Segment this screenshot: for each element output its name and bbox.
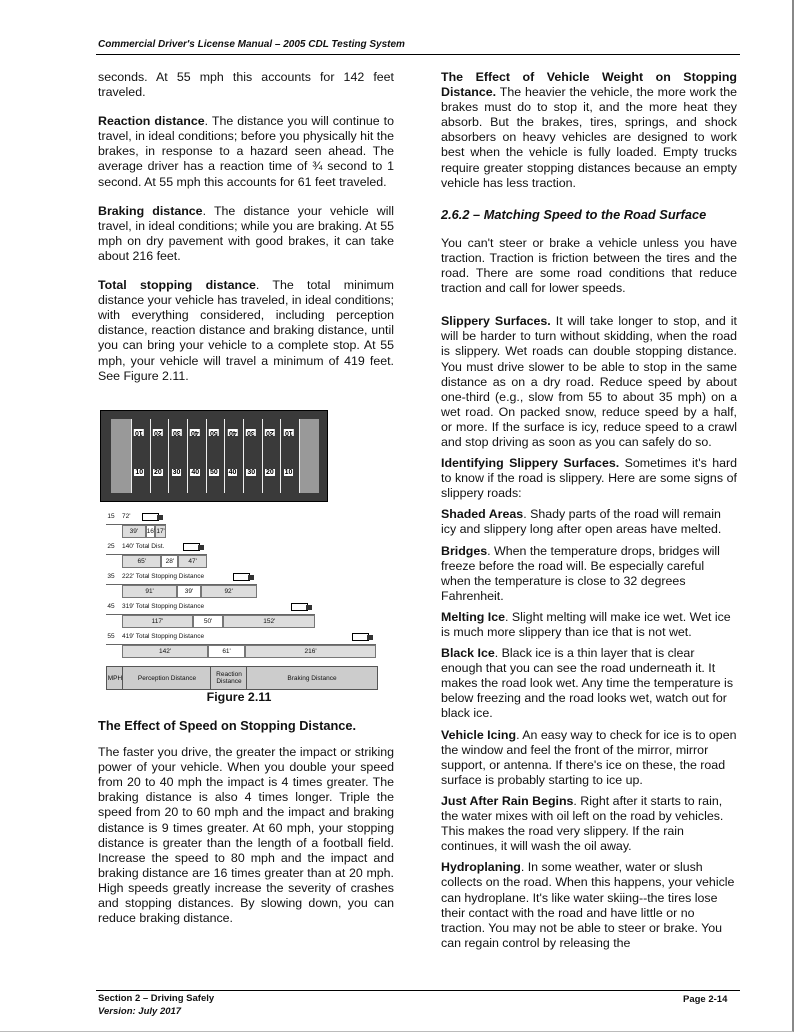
distance-segment: 47' [178,555,206,568]
yard-line [168,419,169,493]
yard-line [150,419,151,493]
para-seconds: seconds. At 55 mph this accounts for 142 feet traveled. [98,70,394,100]
axis-perception: Perception Distance [122,666,212,690]
axis-braking: Braking Distance [246,666,378,690]
left-column-lower [98,718,394,940]
yard-number-bottom: 40 [228,469,237,476]
yard-number-top: 10 [135,429,144,436]
distance-segment: 50' [193,615,223,628]
yard-number-bottom: 30 [247,469,256,476]
speed-row [106,602,315,615]
stopping-distance-chart [98,512,378,688]
axis-reaction: Reaction Distance [210,666,248,690]
speed-label: 55 [107,633,115,640]
distance-segment: 39' [122,525,146,538]
yard-number-bottom: 10 [284,469,293,476]
distance-segment: 216' [245,645,376,658]
speed-row [106,632,376,645]
yard-number-top: 40 [228,429,237,436]
speed-row [106,512,166,525]
yard-line [187,419,188,493]
speed-row [106,542,207,555]
para-total: Total stopping distance. The total minimum distance your vehicle has traveled, in ideal conditions; with everything considered, including perception distance, reaction distance and braking distance, until you can bring your vehicle to a complete stop. At 55 mph, your vehicle will travel a minimum of 419 feet. See Figure 2.11. [98,278,394,383]
footer-version: Version: July 2017 [98,1006,182,1017]
distance-segment: 39' [177,585,201,598]
yard-number-top: 50 [210,429,218,436]
speed-label: 25 [107,543,115,550]
total-distance-label: 140' Total Dist. [122,543,165,550]
para-icing: Vehicle Icing. An easy way to check for ice is to open the window and feel the front of the mirror, mirror support, or antenna. If there's ice on these, the road surface is probably starting to ice up. [441,727,737,787]
para-braking: Braking distance. The distance your vehicle will travel, in ideal conditions; while you are braking. At 55 mph on dry pavement with good brakes, it can take about 216 feet. [98,203,394,263]
yard-number-bottom: 20 [266,469,274,476]
heading-speed: The Effect of Speed on Stopping Distance. [98,718,357,733]
running-header: Commercial Driver's License Manual – 2005 CDL Testing System [98,39,405,50]
figure-2-11 [98,410,380,704]
figure-caption: Figure 2.11 [206,690,272,704]
distance-segment: 152' [223,615,315,628]
yard-line [299,419,300,493]
truck-icon [291,603,313,612]
truck-icon [352,633,374,642]
right-column [441,70,737,957]
distance-segment: 117' [122,615,193,628]
para-reaction: Reaction distance. The distance you will continue to travel, in ideal conditions; before you physically hit the brakes, in response to a hazard seen ahead. The average driver has a reaction time of ¾ second to 1 second. At 55 mph this accounts for 61 feet traveled. [98,114,394,189]
yard-line [243,419,244,493]
para-hydroplaning: Hydroplaning. In some weather, water or slush collects on the road. When this happens, your vehicle can hydroplane. It's like water skiing--the tires lose their contact with the road and have little or no traction. You may not be able to steer or brake. You can regain control by releasing the [441,860,735,950]
para-shaded: Shaded Areas. Shady parts of the road will remain icy and slippery long after open areas have melted. [441,507,722,537]
total-distance-label: 72' [122,513,131,520]
distance-segment: 142' [122,645,208,658]
heading-2-6-2: 2.6.2 – Matching Speed to the Road Surface [441,206,707,222]
para-weight: The Effect of Vehicle Weight on Stopping Distance. The heavier the vehicle, the more work the brakes must do to stop it, and the more heat they absorb. But the brakes, tires, springs, and shock absorbers on heavy vehicles are designed to work best when the vehicle is fully loaded. Empty trucks require greater stopping distances because an empty vehicle has less traction. [441,70,738,190]
end-zone-left [111,419,131,493]
yard-number-bottom: 50 [210,469,218,476]
para-bridges: Bridges. When the temperature drops, bridges will freeze before the road will. Be especially careful when the temperature is close to 32 degrees Fahrenheit. [441,543,720,603]
speed-label: 45 [107,603,115,610]
distance-segment: 92' [201,585,257,598]
distance-segment: 28' [161,555,178,568]
speed-label: 15 [107,513,115,520]
total-distance-label: 319' Total Stopping Distance [122,603,205,610]
yard-line [262,419,263,493]
para-melting: Melting Ice. Slight melting will make ice wet. Wet ice is much more slippery than ice that is not wet. [441,609,731,639]
yard-number-bottom: 40 [191,469,200,476]
yard-number-top: 40 [191,429,200,436]
yard-line [280,419,281,493]
footer-page: Page 2-14 [683,994,728,1005]
yard-number-bottom: 20 [154,469,162,476]
speed-label: 35 [107,573,115,580]
distance-segment: 65' [122,555,161,568]
yard-line [131,419,132,493]
truck-icon [183,543,205,552]
total-distance-label: 222' Total Stopping Distance [122,573,205,580]
distance-segment: 17' [155,525,165,538]
truck-icon [233,573,255,582]
yard-number-top: 20 [266,429,274,436]
yard-number-top: 10 [284,429,293,436]
total-distance-label: 419' Total Stopping Distance [122,633,205,640]
para-identifying: Identifying Slippery Surfaces. Sometimes it's hard to know if the road is slippery. Here are some signs of slippery roads: [441,456,738,501]
distance-segment: 16' [146,525,156,538]
para-slippery: Slippery Surfaces. It will take longer to stop, and it will be harder to turn without skidding, when the road is slippery. Wet roads can double stopping distance. You must drive slower to be able to stop in the same distance as on a dry road. Reduce speed by about one-third (e.g., slow from 55 to about 35 mph) on a wet road. On packed snow, reduce speed by a half, or more. If the surface is icy, reduce speed to a crawl and stop driving as soon as you can safely do so. [441,314,738,449]
para-rain: Just After Rain Begins. Right after it starts to rain, the water mixes with oil left on the road by vehicles. This makes the road very slippery. If the rain continues, it will wash the oil away. [441,793,724,854]
end-zone-right [299,419,319,493]
yard-number-bottom: 10 [135,469,144,476]
speed-row [106,572,257,585]
axis-mph: MPH [106,666,124,690]
yard-number-top: 20 [154,429,162,436]
truck-icon [142,513,164,522]
yard-number-top: 30 [172,429,181,436]
football-field-diagram [100,410,328,502]
para-black-ice: Black Ice. Black ice is a thin layer that is clear enough that you can see the road underneath it. It makes the road look wet. Any time the temperature is below freezing and the road looks wet, watch out for black ice. [441,646,734,721]
distance-segment: 61' [208,645,245,658]
yard-line [206,419,207,493]
para-speed: The faster you drive, the greater the impact or striking power of your vehicle. When you double your speed from 20 to 40 mph the impact is 4 times greater. The braking distance is also 4 times longer. Triple the speed from 20 to 60 mph and the impact and braking distance is 9 times greater. At 60 mph, your stopping distance is greater than the length of a football field. Increase the speed to 80 mph and the impact and braking distance are 16 times greater than at 20 mph. High speeds greatly increase the severity of crashes and stopping distances. By slowing down, you can reduce braking distance. [98,745,394,926]
distance-segment: 91' [122,585,177,598]
left-column [98,70,394,398]
yard-number-bottom: 30 [172,469,181,476]
yard-number-top: 30 [247,429,256,436]
header-rule [96,54,740,55]
para-traction: You can't steer or brake a vehicle unless you have traction. Traction is friction between the tires and the road. There are some road conditions that reduce traction and call for lower speeds. [441,235,737,296]
footer-section: Section 2 – Driving Safely [98,993,215,1004]
footer-rule [96,990,740,991]
yard-line [224,419,225,493]
